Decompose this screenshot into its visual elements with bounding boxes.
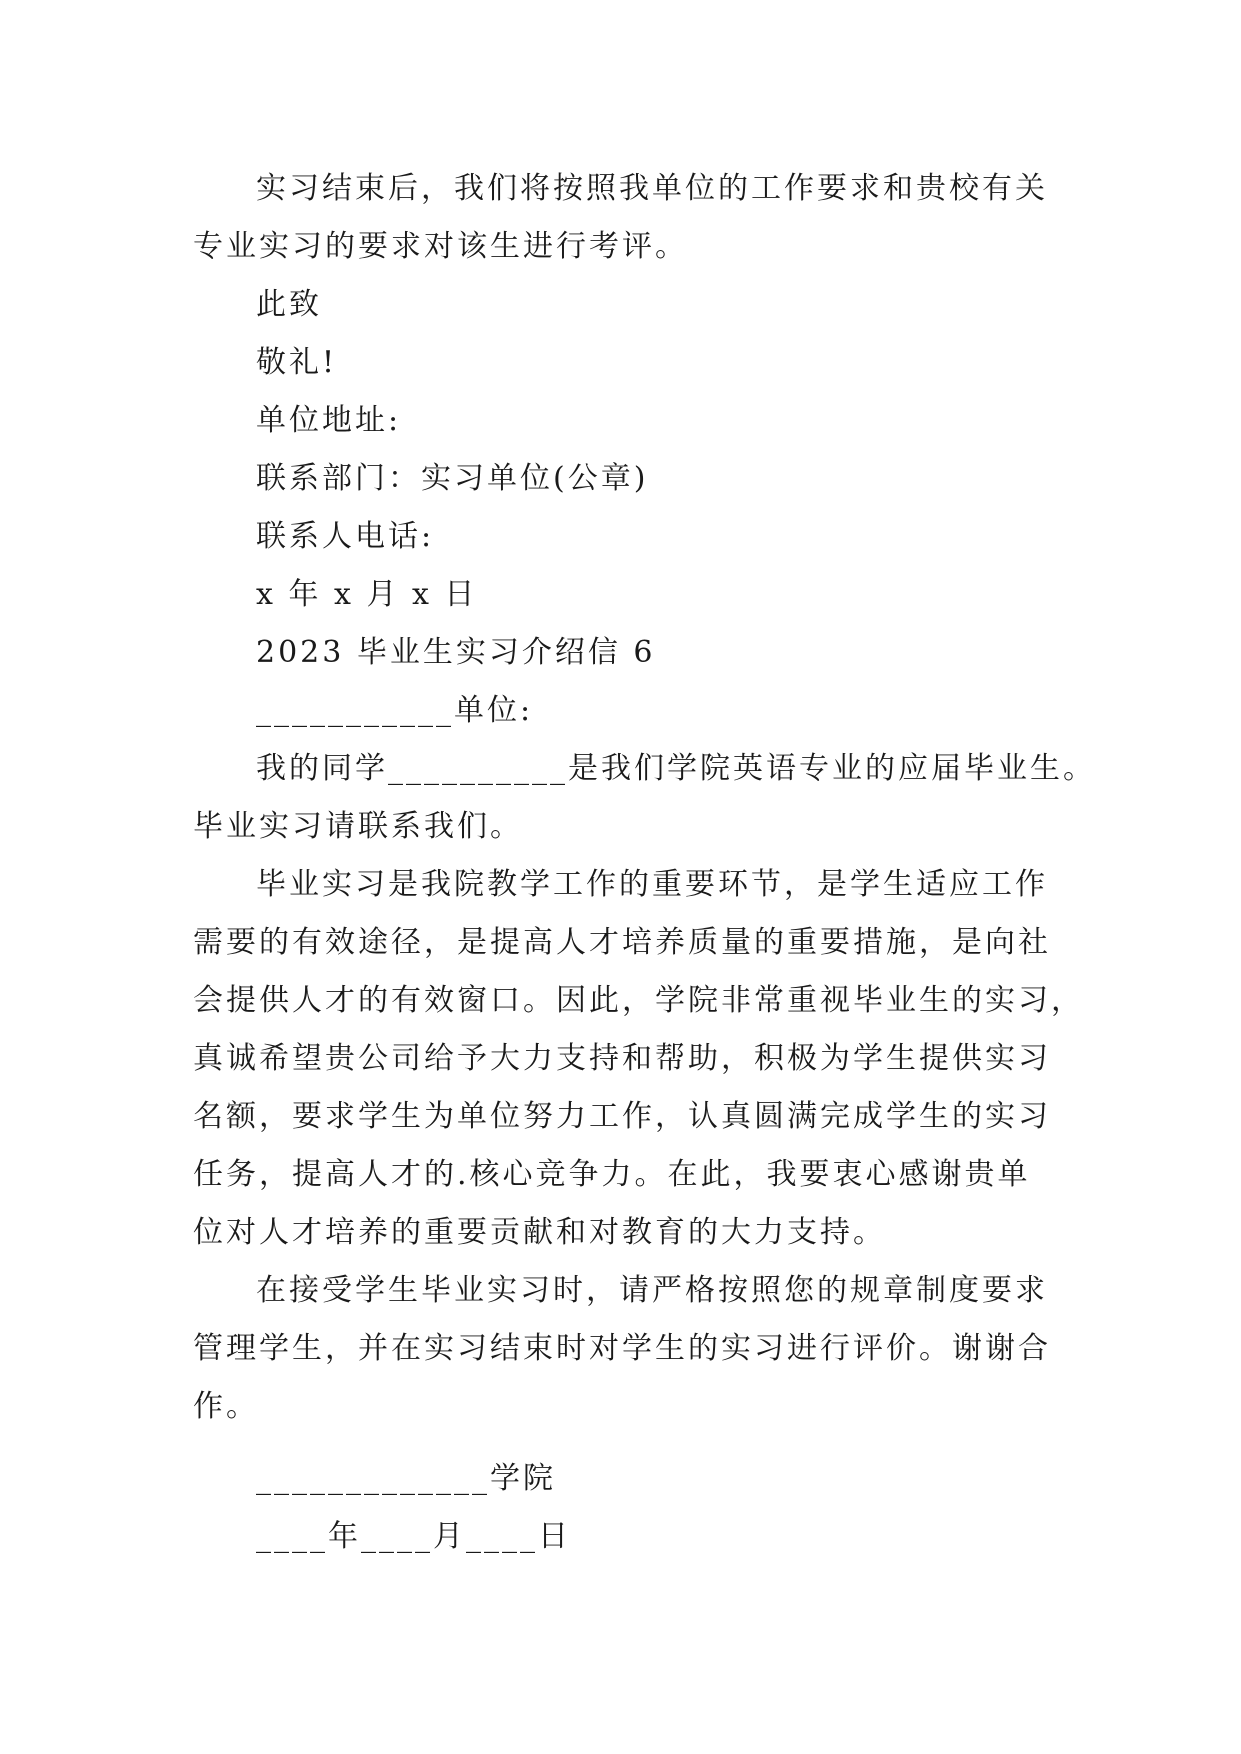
- letter-date: x 年 x 月 x 日: [256, 577, 478, 612]
- college-signature: _____________学院: [256, 1461, 556, 1496]
- paragraph-line: 名额，要求学生为单位努力工作，认真圆满完成学生的实习: [193, 1099, 1051, 1134]
- contact-phone: 联系人电话:: [256, 519, 435, 554]
- paragraph-line: 毕业实习是我院教学工作的重要环节，是学生适应工作: [256, 867, 1048, 902]
- paragraph-line: 任务，提高人才的.核心竞争力。在此，我要衷心感谢贵单: [193, 1157, 1031, 1192]
- letter-body: [193, 160, 1096, 1566]
- signature-date: ____年____月____日: [256, 1519, 571, 1554]
- paragraph-line: 在接受学生毕业实习时，请严格按照您的规章制度要求: [256, 1273, 1048, 1308]
- paragraph-line: 管理学生，并在实习结束时对学生的实习进行评价。谢谢合: [193, 1331, 1051, 1366]
- paragraph-line: 位对人才培养的重要贡献和对教育的大力支持。: [193, 1215, 886, 1250]
- unit-address: 单位地址:: [256, 403, 402, 438]
- paragraph-line: 我的同学__________是我们学院英语专业的应届毕业生。: [256, 751, 1096, 786]
- closing-regards: 敬礼!: [256, 345, 338, 380]
- paragraph-line: 专业实习的要求对该生进行考评。: [193, 229, 688, 264]
- paragraph-line: 毕业实习请联系我们。: [193, 809, 523, 844]
- paragraph-line: 真诚希望贵公司给予大力支持和帮助，积极为学生提供实习: [193, 1041, 1051, 1076]
- contact-department: 联系部门：实习单位(公章): [256, 461, 649, 496]
- paragraph-line: 会提供人才的有效窗口。因此，学院非常重视毕业生的实习，: [193, 983, 1084, 1018]
- closing-salutation: 此致: [256, 287, 322, 322]
- paragraph-line: 需要的有效途径，是提高人才培养质量的重要措施，是向社: [193, 925, 1051, 960]
- recipient-salutation: ___________单位:: [256, 693, 534, 728]
- section-title: 2023 毕业生实习介绍信 6: [256, 635, 656, 670]
- paragraph-line: 实习结束后，我们将按照我单位的工作要求和贵校有关: [256, 171, 1048, 206]
- paragraph-line: 作。: [193, 1389, 259, 1424]
